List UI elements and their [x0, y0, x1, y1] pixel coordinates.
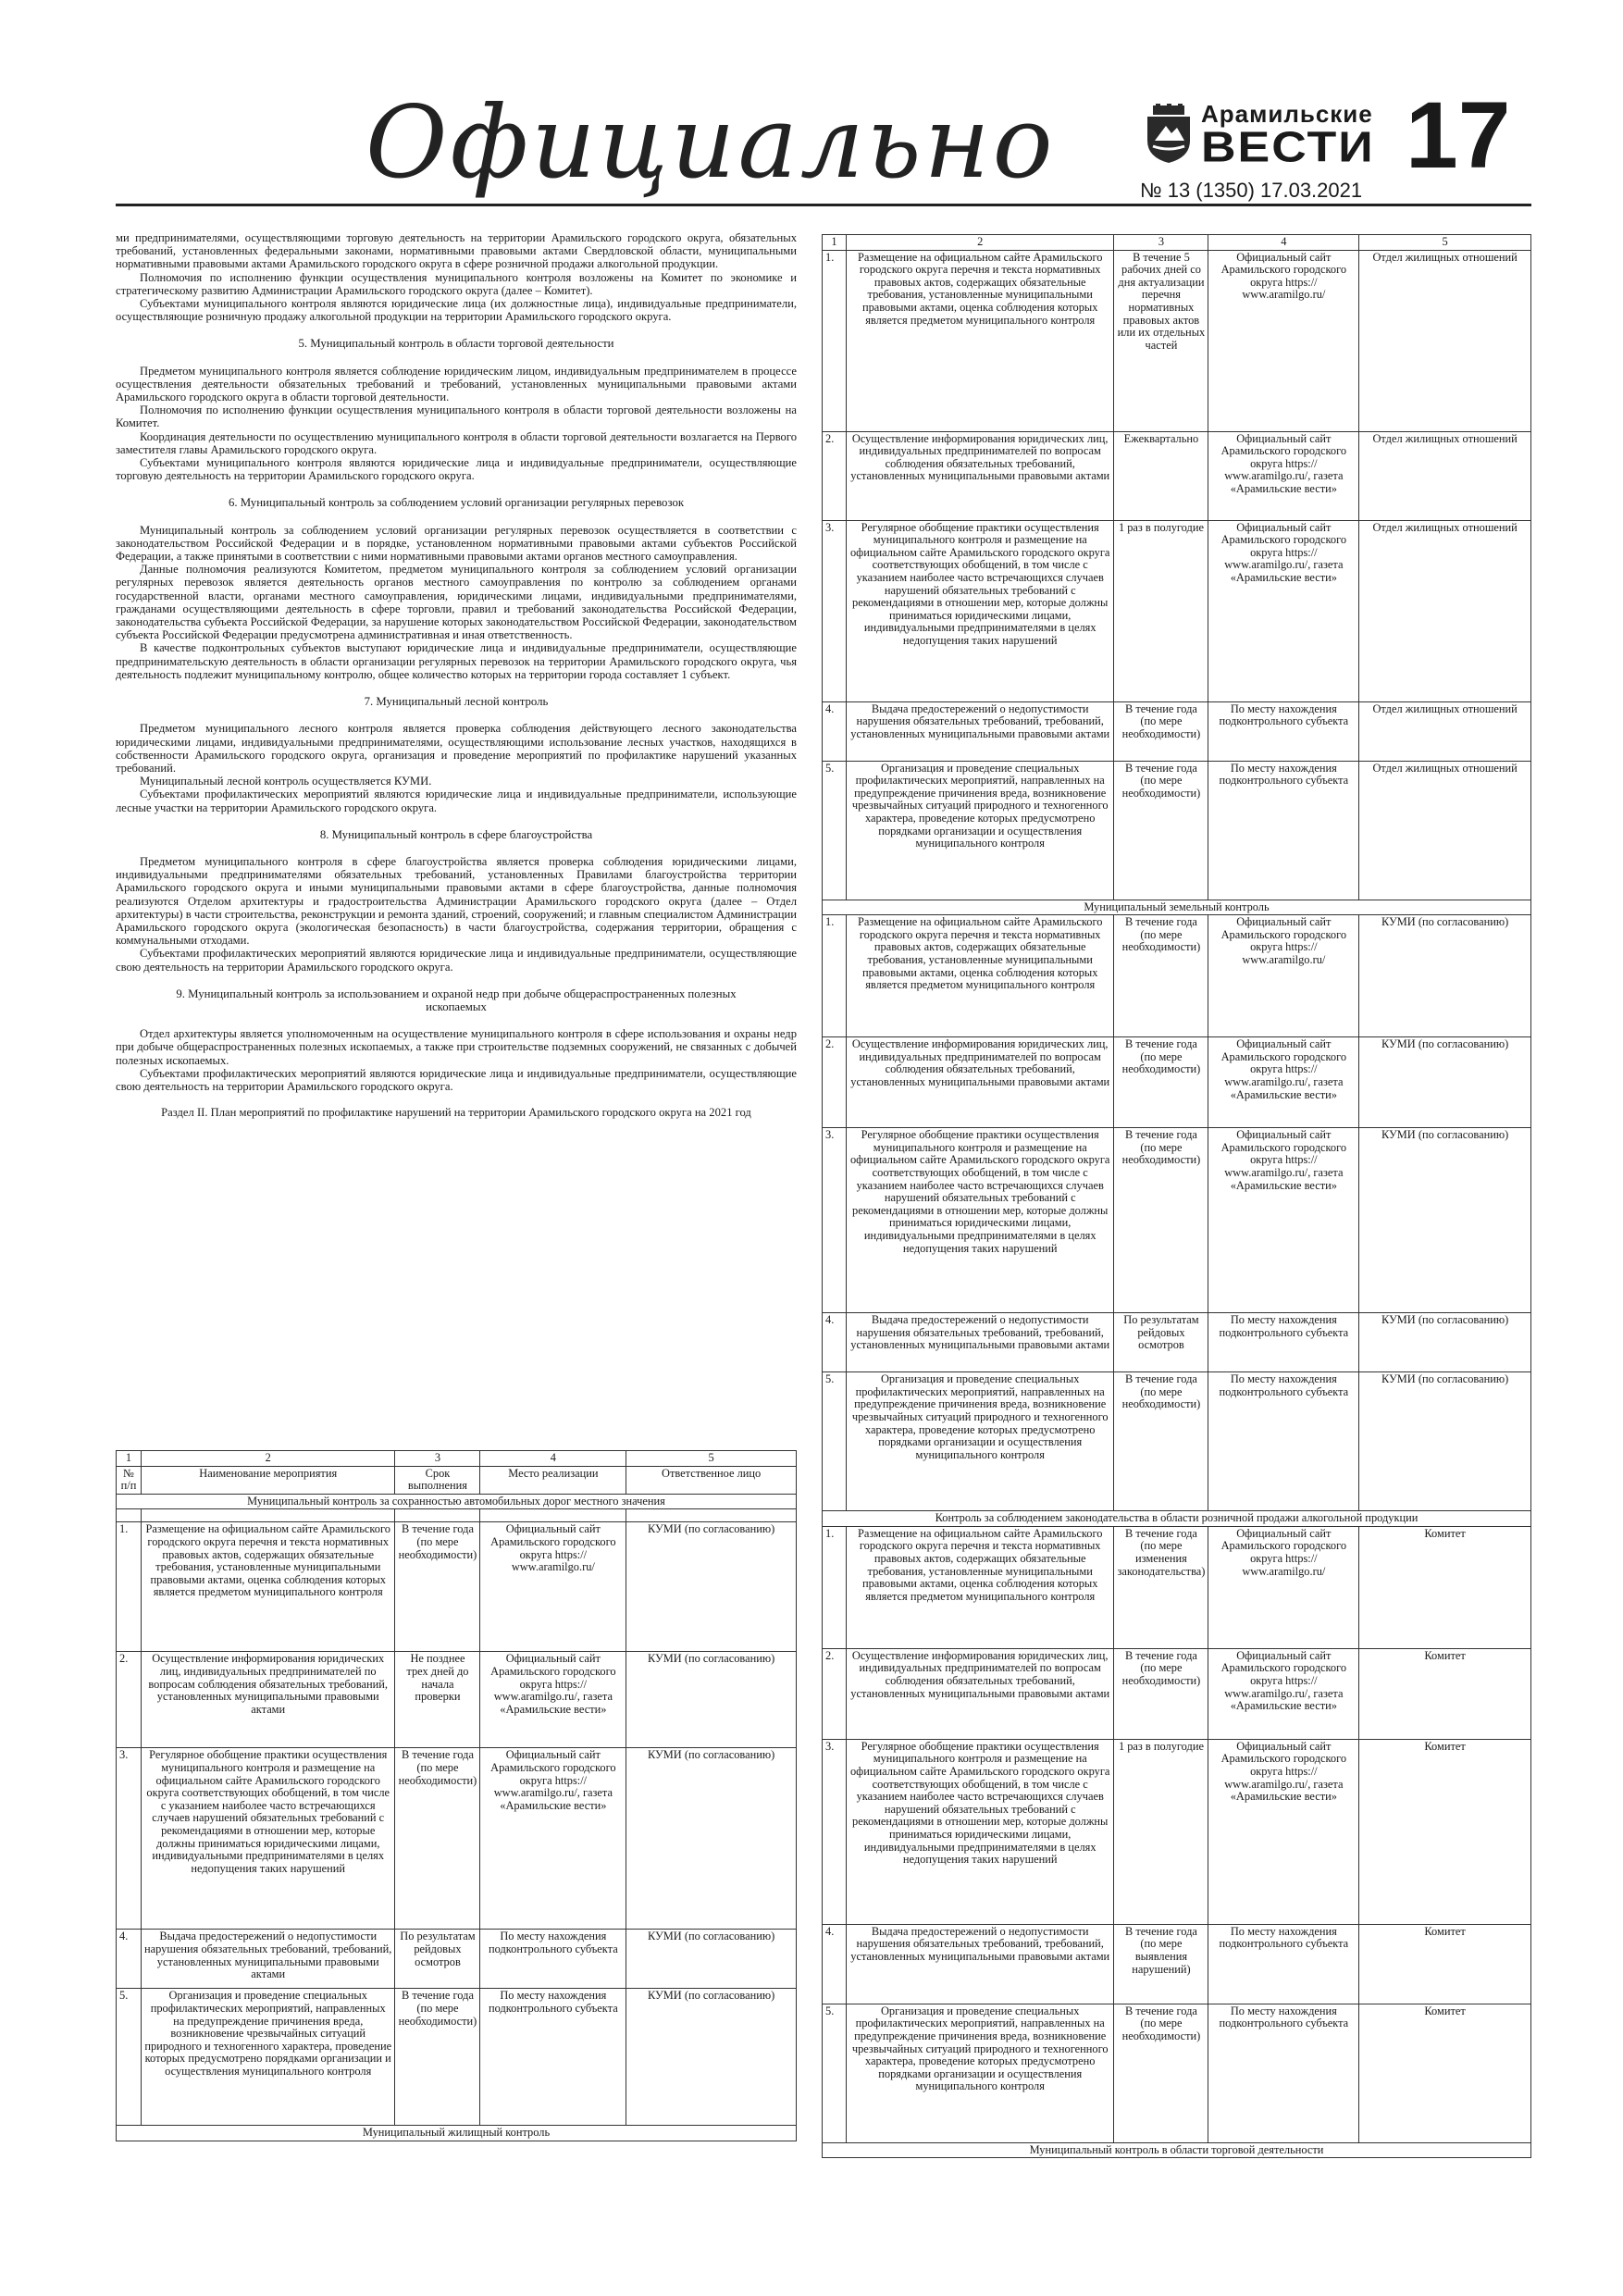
section-heading: 6. Муниципальный контроль за соблюдением условий организации регулярных перевозок — [228, 496, 685, 510]
header-row — [117, 1466, 797, 1494]
table-cell: Выдача предостережений о недопустимости нарушения обязательных требований, требований, установленных муниципальными правовыми актами — [141, 1930, 395, 1989]
table-cell: Регулярное обобщение практики осуществления муниципального контроля и размещение на официальном сайте Арамильского городского округа соответствующих обобщений, в том числе с указанием наиболее часто встречающихся случаев нарушений обязательных требований с рекомендациями в отношении мер, которые должны приниматься юридическими лицами, индивидуальными предпринимателями в целях недопущения таких нарушений — [141, 1748, 395, 1930]
table-cell: Размещение на официальном сайте Арамильского городского округа перечня и текста нормативных правовых актов, содержащих обязательные требования, установленные муниципальными правовыми актами, оценка соблюдения которых является предметом муниципального контроля — [846, 915, 1113, 1037]
table-row — [823, 1924, 1531, 2004]
table-row — [117, 1748, 797, 1930]
table-cell: Осуществление информирования юридических лиц, индивидуальных предпринимателей по вопросам соблюдения обязательных требований, установленных муниципальными правовыми актами — [846, 1037, 1113, 1128]
table-cell: 5 — [1359, 235, 1531, 251]
table-cell: 3. — [117, 1748, 142, 1930]
table-cell: КУМИ (по согласованию) — [1359, 1372, 1531, 1511]
paragraph: Муниципальный лесной контроль осуществляется КУМИ. — [140, 775, 432, 788]
table-cell: Регулярное обобщение практики осуществления муниципального контроля и размещение на официальном сайте Арамильского городского округа соответствующих обобщений, в том числе с указанием наиболее часто встречающихся случаев нарушений обязательных требований с рекомендациями в отношении мер, которые должны приниматься юридическими лицами, индивидуальными предпринимателями в целях недопущения таких нарушений — [846, 520, 1113, 701]
table-cell: Ответственное лицо — [626, 1466, 797, 1494]
section-heading: 5. Муниципальный контроль в области торговой деятельности — [298, 337, 614, 351]
table-row — [823, 915, 1531, 1037]
paragraph: Субъектами муниципального контроля являются юридические лица и индивидуальные предприниматели, осуществляющие торговую деятельность на территории Арамильского городского округа. — [116, 456, 797, 483]
table-cell: Осуществление информирования юридических лиц, индивидуальных предпринимателей по вопросам соблюдения обязательных требований, установленных муниципальными правовыми актами — [141, 1652, 395, 1748]
page-number: 17 — [1406, 82, 1511, 188]
paragraph: Субъектами профилактических мероприятий являются юридические лица и индивидуальные предприниматели, использующие лесные участки на территории Арамильского городского округа. — [116, 788, 797, 814]
table-cell: 3 — [395, 1451, 480, 1467]
section-row — [117, 1494, 797, 1509]
table-cell: КУМИ (по согласованию) — [1359, 915, 1531, 1037]
table-cell: 5. — [823, 1372, 847, 1511]
table-cell: По месту нахождения подконтрольного субъекта — [480, 1930, 626, 1989]
table-cell: Официальный сайт Арамильского городского округа https:// www.aramilgo.ru/, газета «Арамильские вести» — [480, 1748, 626, 1930]
table-cell: Официальный сайт Арамильского городского округа https:// www.aramilgo.ru/ — [480, 1522, 626, 1652]
table-cell: В течение года (по мере необходимости) — [395, 1989, 480, 2126]
table-row — [823, 1739, 1531, 1924]
table-cell — [395, 1509, 480, 1522]
table-cell: КУМИ (по согласованию) — [626, 1748, 797, 1930]
table-cell: Официальный сайт Арамильского городского округа https:// www.aramilgo.ru/ — [1208, 250, 1359, 431]
section-row — [823, 2142, 1531, 2158]
paragraph: Субъектами профилактических мероприятий являются юридические лица и индивидуальные предприниматели, осуществляющие свою деятельность на территории Арамильского городского округа. — [116, 947, 797, 974]
table-cell: В течение года (по мере необходимости) — [1114, 915, 1208, 1037]
table-cell: Муниципальный контроль за сохранностью автомобильных дорог местного значения — [117, 1494, 797, 1509]
table-row — [823, 1648, 1531, 1739]
table-cell: 1. — [823, 915, 847, 1037]
table-row — [823, 520, 1531, 701]
table-cell: 2. — [823, 431, 847, 520]
logo-main-text: ВЕСТИ — [1201, 123, 1375, 172]
table-cell: 2 — [846, 235, 1113, 251]
table-cell: 4 — [480, 1451, 626, 1467]
table-cell: КУМИ (по согласованию) — [626, 1989, 797, 2126]
table-cell: 3. — [823, 520, 847, 701]
table-row — [117, 1989, 797, 2126]
section-title: Официально — [365, 85, 1056, 201]
table-cell: Организация и проведение специальных профилактических мероприятий, направленных на предупреждение причинения вреда, возникновение чрезвычайных ситуаций природного и техногенного характера, проведение которых предусмотрено порядками организации и осуществления муниципального контроля — [846, 1372, 1113, 1511]
table-cell: По месту нахождения подконтрольного субъекта — [1208, 1313, 1359, 1372]
table-cell: Комитет — [1359, 1739, 1531, 1924]
table-cell: 4 — [1208, 235, 1359, 251]
table-cell: По месту нахождения подконтрольного субъекта — [1208, 701, 1359, 761]
table-cell: Наименование мероприятия — [141, 1466, 395, 1494]
table-cell: 4. — [823, 1313, 847, 1372]
table-row — [117, 1522, 797, 1652]
section-row — [823, 1511, 1531, 1527]
table-cell: Официальный сайт Арамильского городского округа https:// www.aramilgo.ru/, газета «Арамильские вести» — [1208, 520, 1359, 701]
table-cell: По месту нахождения подконтрольного субъекта — [1208, 1372, 1359, 1511]
table-cell: Выдача предостережений о недопустимости нарушения обязательных требований, требований, установленных муниципальными правовыми актами — [846, 1924, 1113, 2004]
table-cell: 4. — [823, 701, 847, 761]
table-cell: В течение года (по мере выявления нарушений) — [1114, 1924, 1208, 2004]
table-cell: Не позднее трех дней до начала проверки — [395, 1652, 480, 1748]
table-cell: В течение года (по мере необходимости) — [1114, 761, 1208, 900]
table-cell: По результатам рейдовых осмотров — [1114, 1313, 1208, 1372]
table-row — [823, 1526, 1531, 1648]
table-cell: Размещение на официальном сайте Арамильского городского округа перечня и текста нормативных правовых актов, содержащих обязательные требования, установленные муниципальными правовыми актами, оценка соблюдения которых является предметом муниципального контроля — [141, 1522, 395, 1652]
table-cell — [626, 1509, 797, 1522]
section-heading: 9. Муниципальный контроль за использованием и охраной недр при добыче общераспространенных полезных ископаемых — [176, 987, 737, 1013]
table-cell: Регулярное обобщение практики осуществления муниципального контроля и размещение на официальном сайте Арамильского городского округа соответствующих обобщений, в том числе с указанием наиболее часто встречающихся случаев нарушений обязательных требований с рекомендациями в отношении мер, которые должны приниматься юридическими лицами, индивидуальными предпринимателями в целях недопущения таких нарушений — [846, 1128, 1113, 1313]
table-cell: 2. — [823, 1037, 847, 1128]
plan-heading: Раздел II. План мероприятий по профилактике нарушений на территории Арамильского городского округа на 2021 год — [161, 1106, 751, 1120]
table-cell: 5. — [117, 1989, 142, 2126]
table-cell: Официальный сайт Арамильского городского округа https:// www.aramilgo.ru/, газета «Арамильские вести» — [1208, 1128, 1359, 1313]
table-cell: Комитет — [1359, 1526, 1531, 1648]
table-cell: В течение года (по мере необходимости) — [1114, 1128, 1208, 1313]
table-cell: Официальный сайт Арамильского городского округа https:// www.aramilgo.ru/ — [1208, 915, 1359, 1037]
table-cell: КУМИ (по согласованию) — [626, 1652, 797, 1748]
table-cell: По месту нахождения подконтрольного субъекта — [480, 1989, 626, 2126]
paragraph: Координация деятельности по осуществлению муниципального контроля в области торговой деятельности возлагается на Первого заместителя главы Арамильского городского округа. — [116, 429, 797, 456]
table-cell: Место реализации — [480, 1466, 626, 1494]
table-cell: Ежеквартально — [1114, 431, 1208, 520]
table-cell: Официальный сайт Арамильского городского округа https:// www.aramilgo.ru/, газета «Арамильские вести» — [1208, 1739, 1359, 1924]
table-cell: Отдел жилищных отношений — [1359, 520, 1531, 701]
coat-of-arms-icon — [1140, 104, 1197, 165]
table-cell: Отдел жилищных отношений — [1359, 761, 1531, 900]
table-cell: 1 — [117, 1451, 142, 1467]
table-cell: Муниципальный контроль в области торговой деятельности — [823, 2142, 1531, 2158]
table-row — [823, 2004, 1531, 2142]
table-cell: 1. — [823, 1526, 847, 1648]
column-number-row — [823, 235, 1531, 251]
table-cell: 1. — [823, 250, 847, 431]
table-cell: КУМИ (по согласованию) — [1359, 1128, 1531, 1313]
paragraph: Предметом муниципального лесного контроля является проверка соблюдения действующего лесного законодательства юридическими лицами, индивидуальными предпринимателями, осуществляющими использование лесных участков, находящихся в собственности Арамильского городского округа, организация и проведение мероприятий по профилактике нарушений указанных требований. — [116, 722, 797, 775]
paragraph: Субъектами профилактических мероприятий являются юридические лица и индивидуальные предприниматели, осуществляющие свою деятельность на территории Арамильского городского округа. — [116, 1066, 797, 1093]
paragraph: Предметом муниципального контроля является соблюдение юридическим лицом, индивидуальным предпринимателем в процессе осуществления деятельности обязательных требований и требований, установленных муниципальными правовыми актами Арамильского городского округа в области торговой деятельности. — [116, 364, 797, 404]
table-cell: Комитет — [1359, 1648, 1531, 1739]
table-cell: Официальный сайт Арамильского городского округа https:// www.aramilgo.ru/, газета «Арамильские вести» — [1208, 1037, 1359, 1128]
plan-table-right — [822, 234, 1531, 2158]
table-cell: В течение года (по мере изменения законодательства) — [1114, 1526, 1208, 1648]
table-cell: Размещение на официальном сайте Арамильского городского округа перечня и текста нормативных правовых актов, содержащих обязательные требования, установленные муниципальными правовыми актами, оценка соблюдения которых является предметом муниципального контроля — [846, 250, 1113, 431]
paragraph: В качестве подконтрольных субъектов выступают юридические лица и индивидуальные предприниматели, осуществляющие предпринимательскую деятельность в области организации регулярных перевозок на территории Арамильского городского округа, чья деятельность подлежит муниципальному контролю, общее количество которых на территории города составляет 1 субъект. — [116, 641, 797, 681]
table-row — [117, 1652, 797, 1748]
paragraph: ми предпринимателями, осуществляющими торговую деятельность на территории Арамильского городского округа, обязательных требований, установленных федеральными законами, нормативными правовыми актами Свердловской области, муниципальными нормативными правовыми актами Арамильского городского округа в сфере розничной продажи алкогольной продукции. — [116, 231, 797, 271]
table-cell: КУМИ (по согласованию) — [1359, 1037, 1531, 1128]
paragraph: Данные полномочия реализуются Комитетом, предметом муниципального контроля за соблюдением условий организации регулярных перевозок является деятельность органов местного самоуправления по контролю за соблюдением органами государственной власти, органами местного самоуправления, юридическими лицами, индивидуальными предпринимателями, гражданами осуществляющими деятельность в сфере торговли, правил и требований законодательства Российской Федерации, законодательства субъекта Российской Федерации, за нарушение которых законодательством Российской Федерации, законодательством субъекта Российской Федерации предусмотрена административная и иная ответственность. — [116, 563, 797, 642]
table-cell: Официальный сайт Арамильского городского округа https:// www.aramilgo.ru/, газета «Арамильские вести» — [1208, 1648, 1359, 1739]
table-cell: № п/п — [117, 1466, 142, 1494]
table-cell: 5. — [823, 761, 847, 900]
table-cell: Официальный сайт Арамильского городского округа https:// www.aramilgo.ru/, газета «Арамильские вести» — [1208, 431, 1359, 520]
table-cell — [117, 1509, 142, 1522]
table-row — [823, 1037, 1531, 1128]
table-cell: 4. — [823, 1924, 847, 2004]
table-cell: 3 — [1114, 235, 1208, 251]
section-heading: 8. Муниципальный контроль в сфере благоустройства — [319, 827, 593, 841]
page-header — [116, 82, 1531, 202]
table-cell: 5. — [823, 2004, 847, 2142]
paragraph: Муниципальный контроль за соблюдением условий организации регулярных перевозок осуществляется в соответствии с законодательством Российской Федерации и в порядке, установленном нормативными правовыми актами субъектов Российской Федерации, а также принятыми в соответствии с ними нормативными правовыми актами органов местного самоуправления. — [116, 523, 797, 564]
paragraph: Предметом муниципального контроля в сфере благоустройства является проверка соблюдения юридическими лицами, индивидуальными предпринимателями обязательных требований, установленных Правилами благоустройства территории Арамильского городского округа и иными муниципальными правовыми актами в сфере благоустройства, данные полномочия реализуются Отделом архитектуры и градостроительства Администрации Арамильского городского округа (далее – Отдел архитектуры) в части строительства, реконструкции и ремонта зданий, строений, сооружений; и главным специалистом Администрации Арамильского городского округа (экологическая безопасность) в части благоустройства, содержания территории, обращения с коммунальными отходами. — [116, 854, 797, 948]
table-cell: Контроль за соблюдением законодательства в области розничной продажи алкогольной продукции — [823, 1511, 1531, 1527]
table-cell: Срок выполнения — [395, 1466, 480, 1494]
paragraph: Полномочия по исполнению функции осуществления муниципального контроля возложены на Комитет по экономике и стратегическому развитию Администрации Арамильского городского округа (далее – Комитет). — [116, 270, 797, 297]
table-cell: Комитет — [1359, 1924, 1531, 2004]
logo-top-text: Арамильские — [1201, 100, 1373, 128]
issue-info: № 13 (1350) 17.03.2021 — [1140, 179, 1363, 202]
table-cell: Официальный сайт Арамильского городского округа https:// www.aramilgo.ru/ — [1208, 1526, 1359, 1648]
table-cell: 5 — [626, 1451, 797, 1467]
table-cell: Отдел жилищных отношений — [1359, 701, 1531, 761]
table-cell: Отдел жилищных отношений — [1359, 250, 1531, 431]
table-cell: 2. — [823, 1648, 847, 1739]
table-cell: Отдел жилищных отношений — [1359, 431, 1531, 520]
table-cell: По результатам рейдовых осмотров — [395, 1930, 480, 1989]
table-row — [823, 431, 1531, 520]
section-heading: 7. Муниципальный лесной контроль — [364, 695, 549, 709]
table-row — [823, 1313, 1531, 1372]
table-cell: 1 раз в полугодие — [1114, 520, 1208, 701]
section-row — [823, 900, 1531, 915]
table-row — [823, 1372, 1531, 1511]
table-row — [117, 1930, 797, 1989]
table-cell: В течение года (по мере необходимости) — [1114, 701, 1208, 761]
table-cell: 1 раз в полугодие — [1114, 1739, 1208, 1924]
table-cell: В течение года (по мере необходимости) — [1114, 1648, 1208, 1739]
paragraph: Отдел архитектуры является уполномоченным на осуществление муниципального контроля в сфере использования и охраны недр при добыче общераспространенных полезных ископаемых, а также при строительстве подземных сооружений, не связанных с добычей полезных ископаемых. — [116, 1027, 797, 1067]
table-row — [823, 1128, 1531, 1313]
table-cell: Муниципальный жилищный контроль — [117, 2126, 797, 2141]
table-cell: Муниципальный земельный контроль — [823, 900, 1531, 915]
table-cell: Выдача предостережений о недопустимости нарушения обязательных требований, требований, установленных муниципальными правовыми актами — [846, 701, 1113, 761]
table-cell: Комитет — [1359, 2004, 1531, 2142]
section-row — [117, 2126, 797, 2141]
spacer-row — [117, 1509, 797, 1522]
table-cell: Осуществление информирования юридических лиц, индивидуальных предпринимателей по вопросам соблюдения обязательных требований, установленных муниципальными правовыми актами — [846, 431, 1113, 520]
table-cell: КУМИ (по согласованию) — [626, 1522, 797, 1652]
table-cell: Размещение на официальном сайте Арамильского городского округа перечня и текста нормативных правовых актов, содержащих обязательные требования, установленные муниципальными правовыми актами, оценка соблюдения которых является предметом муниципального контроля — [846, 1526, 1113, 1648]
table-cell: Выдача предостережений о недопустимости нарушения обязательных требований, требований, установленных муниципальными правовыми актами — [846, 1313, 1113, 1372]
left-column — [116, 231, 797, 1119]
table-cell — [480, 1509, 626, 1522]
table-cell: КУМИ (по согласованию) — [626, 1930, 797, 1989]
table-cell: 1. — [117, 1522, 142, 1652]
table-cell: Официальный сайт Арамильского городского округа https:// www.aramilgo.ru/, газета «Арамильские вести» — [480, 1652, 626, 1748]
table-cell: Регулярное обобщение практики осуществления муниципального контроля и размещение на официальном сайте Арамильского городского округа соответствующих обобщений, в том числе с указанием наиболее часто встречающихся случаев нарушений обязательных требований с рекомендациями в отношении мер, которые должны приниматься юридическими лицами, индивидуальными предпринимателями в целях недопущения таких нарушений — [846, 1739, 1113, 1924]
plan-table-left — [116, 1450, 797, 2141]
table-cell: 3. — [823, 1739, 847, 1924]
table-cell: 2. — [117, 1652, 142, 1748]
paragraph: Полномочия по исполнению функции осуществления муниципального контроля в области торговой деятельности возложены на Комитет. — [116, 403, 797, 430]
table-cell: 2 — [141, 1451, 395, 1467]
table-cell: 3. — [823, 1128, 847, 1313]
table-cell: По месту нахождения подконтрольного субъекта — [1208, 1924, 1359, 2004]
table-cell: Осуществление информирования юридических лиц, индивидуальных предпринимателей по вопросам соблюдения обязательных требований, установленных муниципальными правовыми актами — [846, 1648, 1113, 1739]
table-row — [823, 761, 1531, 900]
table-cell: Организация и проведение специальных профилактических мероприятий, направленных на предупреждение причинения вреда, возникновение чрезвычайных ситуаций природного и техногенного характера, проведение которых предусмотрено порядками организации и осуществления муниципального контроля — [141, 1989, 395, 2126]
table-cell: Организация и проведение специальных профилактических мероприятий, направленных на предупреждение причинения вреда, возникновение чрезвычайных ситуаций природного и техногенного характера, проведение которых предусмотрено порядками организации и осуществления муниципального контроля — [846, 761, 1113, 900]
table-cell: В течение года (по мере необходимости) — [395, 1522, 480, 1652]
table-cell: 1 — [823, 235, 847, 251]
table-cell: Организация и проведение специальных профилактических мероприятий, направленных на предупреждение причинения вреда, возникновение чрезвычайных ситуаций природного и техногенного характера, проведение которых предусмотрено порядками организации и осуществления муниципального контроля — [846, 2004, 1113, 2142]
column-number-row — [117, 1451, 797, 1467]
table-row — [823, 250, 1531, 431]
table-cell: КУМИ (по согласованию) — [1359, 1313, 1531, 1372]
table-row — [823, 701, 1531, 761]
newspaper-logo — [1140, 100, 1375, 172]
table-cell: 4. — [117, 1930, 142, 1989]
table-cell — [141, 1509, 395, 1522]
table-cell: В течение года (по мере необходимости) — [395, 1748, 480, 1930]
table-cell: В течение года (по мере необходимости) — [1114, 1037, 1208, 1128]
table-cell: В течение года (по мере необходимости) — [1114, 2004, 1208, 2142]
header-rule — [116, 204, 1531, 206]
table-cell: В течение года (по мере необходимости) — [1114, 1372, 1208, 1511]
table-cell: По месту нахождения подконтрольного субъекта — [1208, 2004, 1359, 2142]
table-cell: В течение 5 рабочих дней со дня актуализации перечня нормативных правовых актов или их отдельных частей — [1114, 250, 1208, 431]
paragraph: Субъектами муниципального контроля являются юридические лица (их должностные лица), индивидуальные предприниматели, осуществляющие розничную продажу алкогольной продукции на территории Арамильского городского округа. — [116, 297, 797, 324]
table-cell: По месту нахождения подконтрольного субъекта — [1208, 761, 1359, 900]
